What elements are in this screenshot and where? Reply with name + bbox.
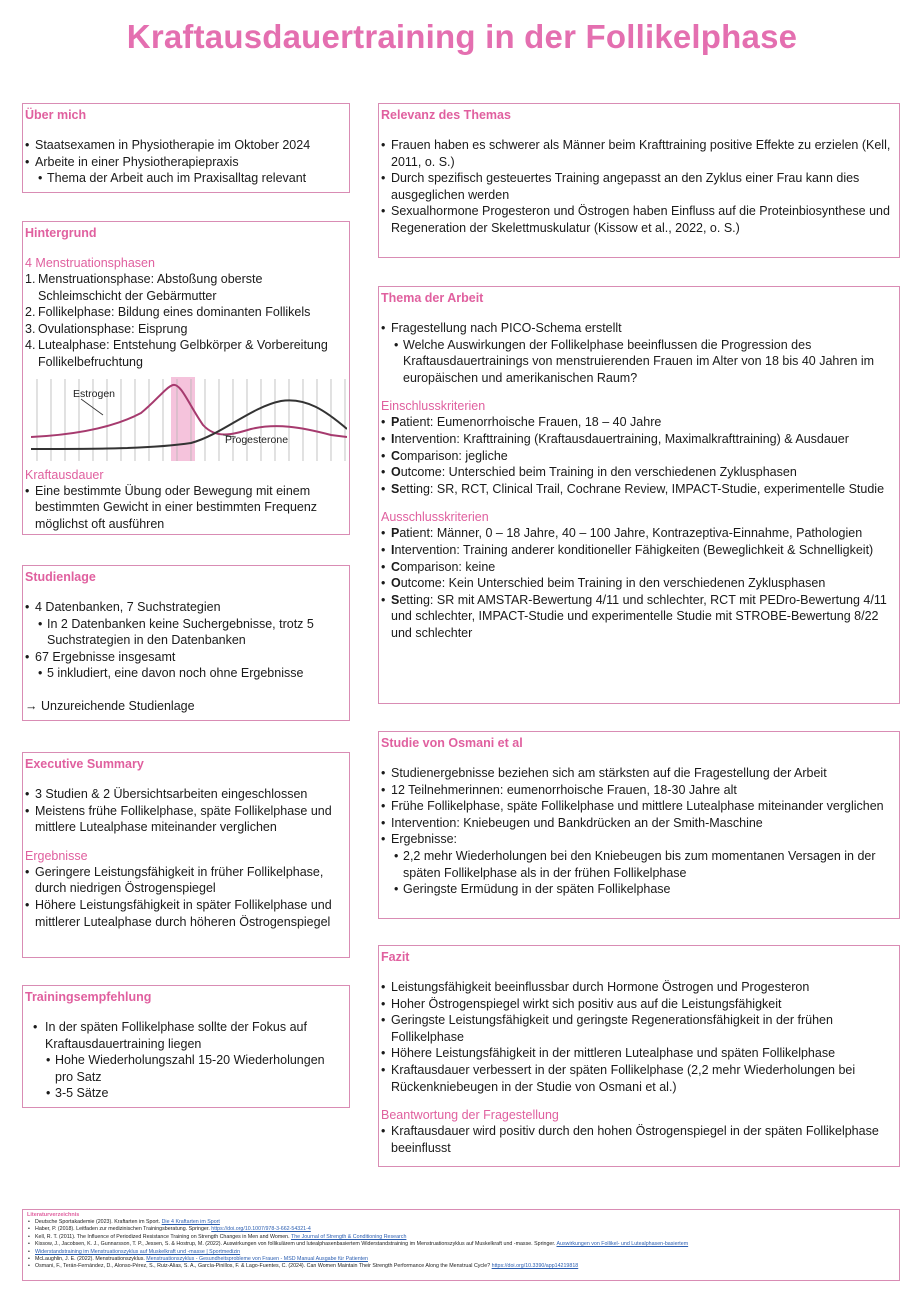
subheading-beantwortung: Beantwortung der Fragestellung	[381, 1108, 559, 1123]
studienlage-conclusion: → Unzureichende Studienlage	[25, 698, 195, 713]
list-item: • 5 inkludiert, eine davon noch ohne Ergebnisse	[25, 665, 341, 682]
list-item: • Comparison: jegliche	[381, 448, 891, 465]
osmani-list	[381, 765, 891, 898]
phases-list	[25, 271, 341, 371]
fazit-list	[381, 979, 891, 1095]
kraft-list	[25, 483, 341, 533]
ausschluss-list	[381, 525, 891, 641]
poster-title: Kraftausdauertraining in der Follikelphase	[126, 18, 798, 55]
reference-link[interactable]: The Journal of Strength & Conditioning Research	[290, 1233, 407, 1240]
list-item: • Frühe Follikelphase, späte Follikelphase und mittlere Lutealphase miteinander verglichen	[381, 798, 891, 815]
subheading-einschlusskriterien: Einschlusskriterien	[381, 399, 486, 414]
estrogen-label: Estrogen	[73, 387, 116, 400]
list-item: 1. Menstruationsphase: Abstoßung oberste Schleimschicht der Gebärmutter	[25, 272, 263, 303]
list-item: • Setting: SR mit AMSTAR-Bewertung 4/11 und schlechter, RCT mit PEDro-Bewertung 4/11 und schlechter, IMPACT-Studie und experimentelle Studie mit STROBE-Bewertung 8/22 und schlechter	[381, 592, 891, 642]
list-item: • Setting: SR, RCT, Clinical Trail, Cochrane Review, IMPACT-Studie, experimentelle Studie	[381, 481, 891, 498]
list-item: • Studienergebnisse beziehen sich am stärksten auf die Fragestellung der Arbeit	[381, 765, 891, 782]
box-relevanz	[378, 103, 900, 258]
list-item: • 3 Studien & 2 Übersichtsarbeiten eingeschlossen	[25, 786, 341, 803]
ergebnisse-list	[25, 864, 341, 930]
list-item: • Kraftausdauer verbessert in der späten Follikelphase (2,2 mehr Wiederholungen bei Rückenkniebeugen in der Studie von Osmani et al.)	[381, 1062, 891, 1095]
list-item: • Hoher Östrogenspiegel wirkt sich positiv aus auf die Leistungsfähigkeit	[381, 996, 891, 1013]
list-item: • Thema der Arbeit auch im Praxisalltag relevant	[25, 170, 341, 187]
ueber-list	[25, 137, 341, 187]
heading-ueber-mich: Über mich	[25, 108, 87, 122]
list-item: • Intervention: Training anderer konditioneller Fähigkeiten (Beweglichkeit & Schnelligkeit)	[381, 542, 891, 559]
list-item: • Outcome: Unterschied beim Training in den verschiedenen Zyklusphasen	[381, 464, 891, 481]
box-osmani-studie	[378, 731, 900, 919]
reference-item: • Haber, P. (2018). Leitfaden zur medizinischen Trainingsberatung. Springer. https://doi.org/10.1007/978-3-662-54321-4	[27, 1226, 895, 1233]
list-item: • 3-5 Sätze	[33, 1085, 341, 1102]
list-item: • Patient: Eumenorrhoische Frauen, 18 – 40 Jahre	[381, 414, 891, 431]
reference-link[interactable]: Auswirkungen von Follikel- und Lutealphasen-basiertem	[556, 1241, 689, 1248]
list-item: • Leistungsfähigkeit beeinflussbar durch Hormone Östrogen und Progesteron	[381, 979, 891, 996]
box-hintergrund	[22, 221, 350, 535]
reference-item: • McLaughlin, J. E. (2022). Menstruationszyklus. Menstruationszyklus - Gesundheitsprobleme von Frauen - MSD Manual Ausgabe für Patienten	[27, 1256, 895, 1263]
relevanz-list	[381, 137, 891, 237]
heading-thema: Thema der Arbeit	[381, 291, 484, 305]
heading-trainingsempfehlung: Trainingsempfehlung	[25, 990, 152, 1004]
list-item: 4. Lutealphase: Entstehung Gelbkörper & Vorbereitung Follikelbefruchtung	[25, 338, 328, 369]
subheading-kraftausdauer: Kraftausdauer	[25, 467, 104, 482]
hormone-cycle-figure	[31, 377, 347, 463]
list-item: • 2,2 mehr Wiederholungen bei den Kniebeugen bis zum momentanen Versagen in der späten Follikelphase als in der frühen Follikelphase	[381, 848, 891, 881]
heading-literatur: Literaturverzeichnis	[27, 1212, 80, 1218]
reference-item-continued	[27, 1249, 895, 1256]
heading-relevanz: Relevanz des Themas	[381, 108, 511, 122]
reference-link[interactable]: Menstruationszyklus - Gesundheitsprobleme von Frauen - MSD Manual Ausgabe für Patienten	[146, 1256, 368, 1263]
reference-link[interactable]: https://doi.org/10.3390/app14219818	[491, 1263, 579, 1270]
reference-link[interactable]: Die 4 Kraftarten im Sport	[161, 1219, 220, 1225]
reference-item: • Kell, R. T. (2011). The Influence of Periodized Resistance Training on Strength Changes in Men and Women. The Journal of Strength & Conditioning Research	[27, 1234, 895, 1241]
list-item: • In der späten Follikelphase sollte der Fokus auf Kraftausdauertraining liegen	[33, 1019, 341, 1052]
list-item: • Kraftausdauer wird positiv durch den hohen Östrogenspiegel in der späten Follikelphase beeinflusst	[381, 1123, 891, 1156]
list-item: • Hohe Wiederholungszahl 15-20 Wiederholungen pro Satz	[33, 1052, 341, 1085]
heading-executive-summary: Executive Summary	[25, 757, 144, 771]
subheading-ergebnisse: Ergebnisse	[25, 848, 88, 863]
list-item: • Comparison: keine	[381, 559, 891, 576]
reference-item: • Kissow, J., Jacobsen, K. J., Gunnarsson, T. P., Jessen, S. & Hostrup, M. (2022). Auswirkungen von follikulärem und lutealphasenbasiertem Widerstandstraining im Menstruationszyklus auf Muskelkraft und -masse. Springer. Auswirkungen von Follikel- und Lutealphasen-basiertem	[27, 1241, 895, 1248]
list-item: • Ergebnisse:	[381, 831, 891, 848]
einschluss-list	[381, 414, 891, 497]
list-item: • Geringste Leistungsfähigkeit und geringste Regenerationsfähigkeit in der frühen Follikelphase	[381, 1012, 891, 1045]
list-item: • Höhere Leistungsfähigkeit in der mittleren Lutealphase und späten Follikelphase	[381, 1045, 891, 1062]
studienlage-list	[25, 599, 341, 682]
list-item: • Intervention: Kniebeugen und Bankdrücken an der Smith-Maschine	[381, 815, 891, 832]
list-item: 3. Ovulationsphase: Eisprung	[25, 321, 188, 336]
list-item: • In 2 Datenbanken keine Suchergebnisse, trotz 5 Suchstrategien in den Datenbanken	[25, 616, 341, 649]
box-studienlage	[22, 565, 350, 721]
executive-list	[25, 786, 341, 836]
list-item: • Patient: Männer, 0 – 18 Jahre, 40 – 100 Jahre, Kontrazeptiva-Einnahme, Pathologien	[381, 525, 891, 542]
list-item: • Eine bestimmte Übung oder Bewegung mit einem bestimmten Gewicht in einer bestimmten Frequenz möglichst oft ausführen	[25, 483, 341, 533]
list-item: 2. Follikelphase: Bildung eines dominanten Follikels	[25, 305, 311, 320]
list-item: • 12 Teilnehmerinnen: eumenorrhoische Frauen, 18-30 Jahre alt	[381, 782, 891, 799]
thema-list	[381, 320, 891, 386]
reference-link[interactable]: https://doi.org/10.1007/978-3-662-54321-4	[211, 1226, 311, 1233]
training-list	[25, 1019, 341, 1102]
list-item: • Geringere Leistungsfähigkeit in früher Follikelphase, durch niedrigen Östrogenspiegel	[25, 864, 341, 897]
list-item: • Intervention: Krafttraining (Kraftausdauertraining, Maximalkrafttraining) & Ausdauer	[381, 431, 891, 448]
reference-link[interactable]: Widerstandstraining im Menstruationszyklus auf Muskelkraft und -masse | Sportmedizin	[35, 1248, 241, 1255]
list-item: • Durch spezifisch gesteuertes Training angepasst an den Zyklus einer Frau kann dies ausgeglichen werden	[381, 170, 891, 203]
box-executive-summary	[22, 752, 350, 958]
literatur-list	[27, 1219, 895, 1271]
list-item: • 4 Datenbanken, 7 Suchstrategien	[25, 599, 341, 616]
reference-item: • Osmani, F., Terán-Fernández, D., Alonso-Pérez, S., Ruiz-Alias, S. A., García-Pinillos, F. & Lago-Fuentes, C. (2024). Can Women Maintain Their Strength Performance Along the Menstrual Cycle? https://doi.org/10.3390/app14219818	[27, 1263, 895, 1270]
progesterone-label: Progesterone	[225, 433, 289, 446]
list-item: • Höhere Leistungsfähigkeit in später Follikelphase und mittlerer Lutealphase durch höheren Östrogenspiegel	[25, 897, 341, 930]
box-thema-der-arbeit	[378, 286, 900, 704]
reference-item: • Deutsche Sportakademie (2023). Kraftarten im Sport. Die 4 Kraftarten im Sport	[27, 1219, 895, 1226]
beantwortung-list	[381, 1123, 891, 1156]
heading-osmani: Studie von Osmani et al	[381, 736, 523, 750]
list-item: • Staatsexamen in Physiotherapie im Oktober 2024	[25, 137, 341, 154]
list-item: • Outcome: Kein Unterschied beim Training in den verschiedenen Zyklusphasen	[381, 575, 891, 592]
heading-hintergrund: Hintergrund	[25, 226, 97, 240]
subheading-menstruationsphasen: 4 Menstruationsphasen	[25, 256, 155, 270]
box-literaturverzeichnis	[22, 1209, 900, 1281]
box-fazit	[378, 945, 900, 1167]
list-item: • 67 Ergebnisse insgesamt	[25, 649, 341, 666]
heading-fazit: Fazit	[381, 950, 410, 964]
subheading-ausschlusskriterien: Ausschlusskriterien	[381, 510, 489, 525]
list-item: • Geringste Ermüdung in der späten Follikelphase	[381, 881, 891, 898]
list-item: • Frauen haben es schwerer als Männer beim Krafttraining positive Effekte zu erzielen (Kell, 2011, o. S.)	[381, 137, 891, 170]
list-item: • Arbeite in einer Physiotherapiepraxis	[25, 154, 341, 171]
box-trainingsempfehlung	[22, 985, 350, 1108]
list-item: • Fragestellung nach PICO-Schema erstellt	[381, 320, 891, 337]
list-item: • Sexualhormone Progesteron und Östrogen haben Einfluss auf die Proteinbiosynthese und Regeneration der Skelettmuskulatur (Kissow et al., 2022, o. S.)	[381, 203, 891, 236]
list-item: • Welche Auswirkungen der Follikelphase beeinflussen die Progression des Kraftausdauertrainings von menstruierenden Frauen im Alter von 18 bis 40 Jahren im europäischen und amerikanischen Raum?	[381, 337, 891, 387]
heading-studienlage: Studienlage	[25, 570, 96, 584]
box-ueber-mich	[22, 103, 350, 193]
list-item: • Meistens frühe Follikelphase, späte Follikelphase und mittlere Lutealphase miteinander verglichen	[25, 803, 341, 836]
